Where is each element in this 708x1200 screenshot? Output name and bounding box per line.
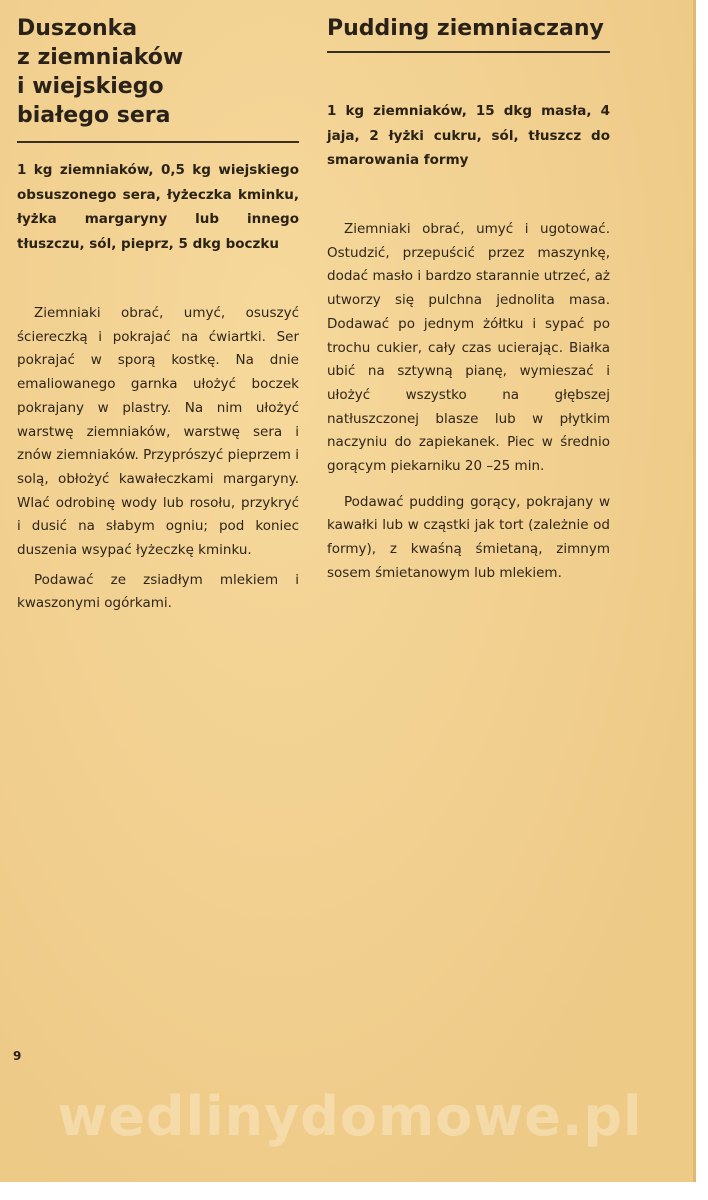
left-recipe-ingredients: 1 kg ziemniaków, 0,5 kg wiejskiego obsuszonego sera, łyżeczka kminku, łyżka margaryny lub innego tłuszczu, sól, pieprz, 5 dkg boczku [17, 162, 299, 252]
left-title-line: białego sera [17, 103, 171, 128]
watermark: wedlinydomowe.pl [57, 1085, 643, 1148]
left-title-line [17, 16, 183, 128]
left-recipe-instructions [17, 302, 299, 616]
left-recipe-title [17, 14, 297, 130]
right-instruction-paragraph: Ziemniaki obrać, umyć i ugotować. Ostudzić, przepuścić przez maszynkę, dodać masło i bardzo starannie utrzeć, aż utworzy się pulchna jednolita masa. Dodawać po jednym żółtku i sypać po trochu cukier, cały czas ucierając. Białka ubić na sztywną pianę, wymieszać i ułożyć wszystko na głębszej natłuszczonej blasze lub w płytkim naczyniu do zapiekanek. Piec w średnio gorącym piekarniku 20 –25 min. [327, 221, 610, 475]
right-recipe-ingredients: 1 kg ziemniaków, 15 dkg masła, 4 jaja, 2 łyżki cukru, sól, tłuszcz do smarowania formy [327, 103, 610, 168]
right-title-divider [327, 51, 610, 53]
right-serving-paragraph: Podawać pudding gorący, pokrajany w kawałki lub w cząstki jak tort (zależnie od formy), z kwaśną śmietaną, zimnym sosem śmietanowym lub mlekiem. [327, 493, 610, 581]
left-title-line: i wiejskiego [17, 74, 164, 99]
left-title-line: Duszonka [17, 16, 138, 41]
left-serving-paragraph: Podawać ze zsiadłym mlekiem i kwaszonymi ogórkami. [17, 571, 299, 612]
left-instruction-paragraph: Ziemniaki obrać, umyć, osuszyć ściereczką i pokrajać na ćwiartki. Ser pokrajać w sporą kostkę. Na dnie emaliowanego garnka ułożyć boczek pokrajany w plastry. Na nim ułożyć warstwę ziemniaków, warstwę sera i znów ziemniaków. Przyprószyć pieprzem i solą, obłożyć kawałeczkami margaryny. Wlać odrobinę wody lub rosołu, przykryć i dusić na słabym ogniu; pod koniec duszenia wsypać łyżeczkę kminku. [17, 305, 299, 559]
right-recipe-title: Pudding ziemniaczany [327, 16, 604, 41]
right-recipe-instructions [327, 218, 610, 586]
left-title-divider [17, 141, 299, 143]
left-title-line: z ziemniaków [17, 45, 184, 70]
page-number: 9 [13, 1049, 22, 1063]
